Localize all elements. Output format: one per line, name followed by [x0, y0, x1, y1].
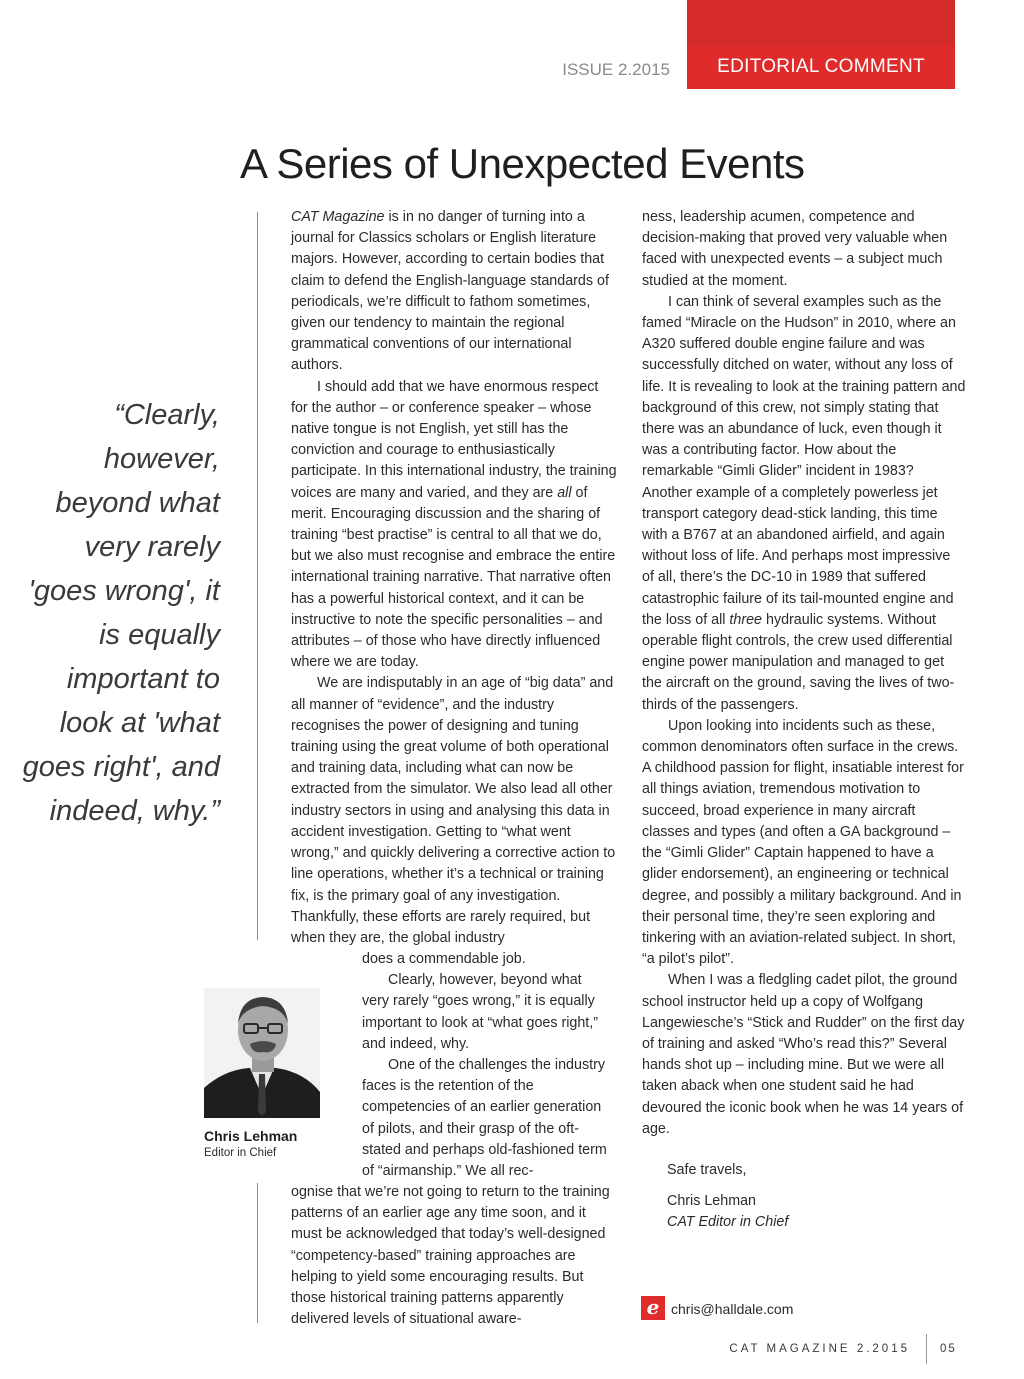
- pull-quote: “Clearly, however, beyond what very rarely 'goes wrong', it is equally important to look at 'what goes right', and indeed, why.”: [22, 399, 220, 827]
- email-icon: e: [641, 1296, 665, 1320]
- author-name: Chris Lehman: [204, 1128, 298, 1144]
- paragraph: [291, 207, 617, 377]
- page-number: 05: [940, 1343, 957, 1355]
- paragraph: We are indisputably in an age of “big data” and all manner of “evidence”, and the industry recognises the power of designing and tuning training using the great volume of both operational and training data, including what can now be extracted from the simulator. We also lead all other industry sectors in using and analysing this data in accident investigation. Getting to “what went wrong,” and quickly delivering a corrective action to line operations, whether it’s a technical or training fix, is the primary goal of any investigation. Thankfully, these efforts are rarely required, but when they are, the global industry: [291, 675, 616, 946]
- column-1-middle: [362, 949, 612, 1182]
- footer-magazine: [700, 1343, 910, 1355]
- header-red-band: [687, 0, 955, 46]
- signoff: [667, 1160, 957, 1234]
- column-1-upper: [291, 207, 617, 949]
- paragraph: ness, leadership acumen, competence and decision-making that proved very valuable when faced with unexpected events – a subject much studied at the moment.: [642, 209, 948, 289]
- signoff-greeting: Safe travels,: [667, 1162, 747, 1178]
- paragraph-continued: does a commendable job.: [362, 951, 526, 967]
- emphasis: all: [557, 484, 572, 501]
- paragraph: [291, 377, 617, 674]
- paragraph-text: is in no danger of turning into a journal for Classics scholars or English literature majors. However, according to certain bodies that claim to defend the English-language standards of periodicals, we’re difficult to fathom sometimes, given our tendency to maintain the regional grammatical conventions of our international authors.: [291, 209, 609, 374]
- paragraph: One of the challenges the industry faces is the retention of the competencies of an earlier generation of pilots, and their grasp of the oft-stated and perhaps old-fashioned term of “airmanship.” We all rec-: [362, 1057, 607, 1180]
- footer-divider: [926, 1334, 927, 1364]
- paragraph-text: hydraulic systems. Without operable flight controls, the crew used differential engine power manipulation and managed to get the aircraft on the ground, saving the lives of two-thirds of the passengers.: [642, 611, 955, 713]
- paragraph-text: of merit. Encouraging discussion and the sharing of training “best practise” is central to all that we do, but we also must recognise and embrace the entire international training narrative. That narrative often has a powerful historical context, and it can be instructive to note the specific personalities – and attributes – of those who have directly influenced where we are today.: [291, 484, 616, 671]
- column-1-lower: [291, 1182, 617, 1330]
- email-link[interactable]: chris@halldale.com: [671, 1301, 794, 1317]
- section-label: EDITORIAL COMMENT: [717, 56, 925, 77]
- footer-issue: 2.2015: [856, 1343, 910, 1355]
- issue-label: ISSUE 2.2015: [562, 60, 670, 79]
- column-2: [642, 207, 966, 1140]
- author-photo: [204, 988, 320, 1118]
- paragraph: [642, 292, 966, 716]
- column-divider-lower: [257, 1183, 258, 1323]
- paragraph: Upon looking into incidents such as these, common denominators often surface in the crews. A childhood passion for flight, insatiable interest for all things aviation, tremendous motivation to succeed, broad experience in many aircraft classes and types (and often a GA background – the “Gimli Glider” Captain happened to have a glider endorsement), an engineering or technical degree, and possibly a military background. And in their personal time, they’re seen exploring and tinkering with an aviation-related subject. In short, “a pilot’s pilot”.: [642, 717, 964, 968]
- footer-magazine-name: CAT MAGAZINE: [729, 1343, 851, 1355]
- paragraph-continued: ognise that we’re not going to return to the training patterns of an earlier age any time soon, and it must be acknowledged that today’s well-designed “competency-based” training approaches are helping to yield some encouraging results. But those historical training patterns apparently delivered levels of situational aware-: [291, 1184, 610, 1328]
- paragraph: When I was a fledgling cadet pilot, the ground school instructor held up a copy of Wolfgang Langewiesche’s “Stick and Rudder” on the first day of training and asked “Who’s read this?” Several hands shot up – including mine. But we were all taken aback when one student said he had devoured the iconic book when he was 14 years of age.: [642, 972, 965, 1137]
- article-title: A Series of Unexpected Events: [240, 140, 805, 187]
- column-divider: [257, 212, 258, 940]
- emphasis: three: [729, 611, 763, 628]
- author-role: Editor in Chief: [204, 1147, 277, 1159]
- magazine-name: CAT Magazine: [291, 209, 385, 225]
- signoff-role: CAT Editor in Chief: [667, 1214, 789, 1231]
- paragraph-text: I can think of several examples such as the famed “Miracle on the Hudson” in 2010, where an A320 suffered double engine failure and was successfully ditched on water, without any loss of life. It is revealing to look at the training pattern and background of this crew, not simply stating that there was an abundance of luck, even though it was a contributing factor. How about the remarkable “Gimli Glider” incident in 1983? Another example of a completely powerless jet transport category dead-stick landing, this time with a B767 at an abandoned airfield, and again without loss of life. And perhaps most impressive of all, there’s the DC-10 in 1989 that suffered catastrophic failure of its tail-mounted engine and the loss of all: [642, 293, 966, 628]
- paragraph-text: I should add that we have enormous respect for the author – or conference speaker – whose native tongue is not English, yet still has the conviction and courage to enthusiastically participate. In this international industry, the training voices are many and varied, and they are: [291, 378, 617, 501]
- signoff-name: Chris Lehman: [667, 1193, 756, 1210]
- paragraph: Clearly, however, beyond what very rarely “goes wrong,” it is equally important to look at “what goes right,” and indeed, why.: [362, 972, 599, 1052]
